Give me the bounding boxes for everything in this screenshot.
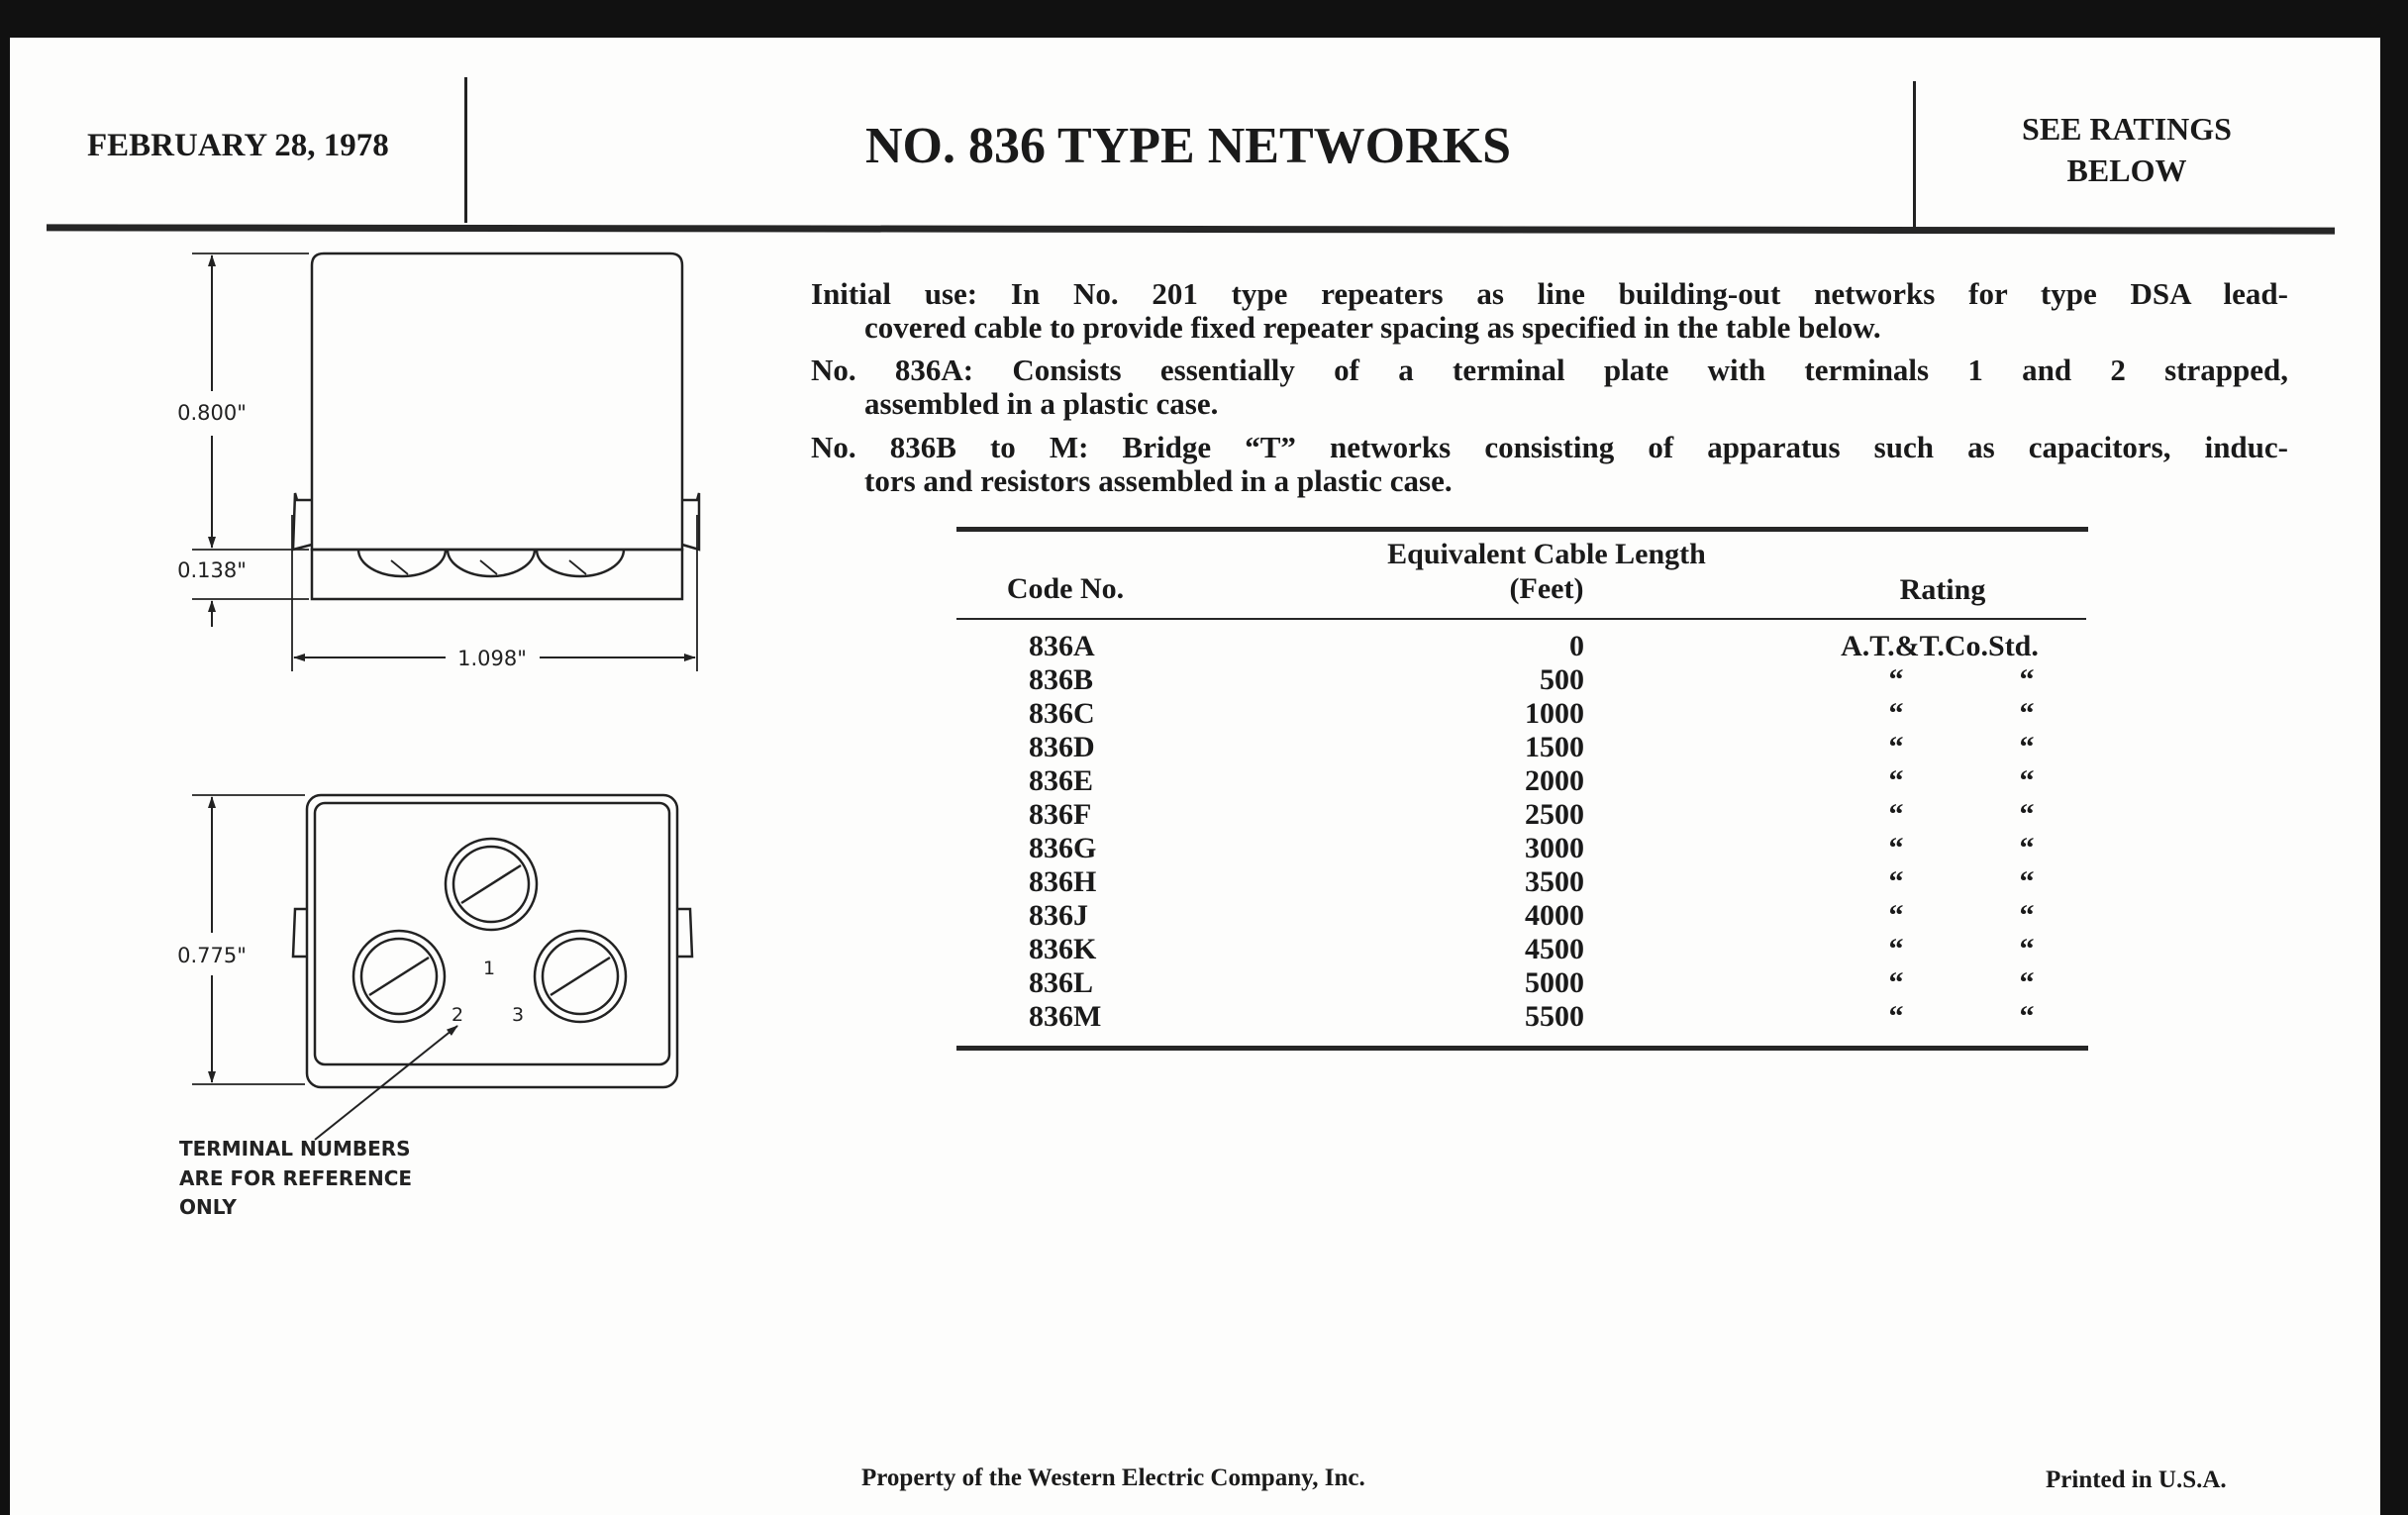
terminal-screw-2: [353, 931, 445, 1022]
table-bottom-rule: [956, 1046, 2088, 1051]
terminal-number-3: 3: [511, 1004, 525, 1026]
top-view: [192, 795, 692, 1140]
ratings-note-line1: SEE RATINGS: [2022, 111, 2232, 147]
paragraph-line: Initial use: In No. 201 type repeaters as line building-out networks for type DSA lead-: [811, 276, 2288, 311]
table-cell-ditto: “: [1888, 899, 1904, 932]
table-cell-feet: 3000: [1525, 832, 1584, 864]
terminal-number-1: 1: [482, 958, 496, 979]
height-dimension-label: 0.800": [177, 401, 247, 425]
table-cell-code: 836M: [1029, 1000, 1102, 1033]
column-header-length-line1: Equivalent Cable Length: [1387, 538, 1706, 570]
terminal-number-2: 2: [451, 1004, 464, 1026]
mounting-tab-left: [293, 909, 307, 957]
page-title: NO. 836 TYPE NETWORKS: [864, 118, 1512, 174]
table-cell-ditto: “: [2019, 663, 2035, 696]
table-cell-feet: 1000: [1525, 697, 1584, 730]
table-cell-code: 836B: [1029, 663, 1094, 696]
table-cell-feet: 500: [1540, 663, 1584, 696]
paragraph-line: No. 836B to M: Bridge “T” networks consisting of apparatus such as capacitors, induc-: [811, 430, 2288, 464]
table-cell-code: 836E: [1029, 764, 1094, 797]
table-cell-feet: 0: [1569, 630, 1584, 662]
terminal-bump-3: [537, 550, 624, 576]
table-cell-ditto: “: [2019, 764, 2035, 797]
reference-arrow: [315, 1026, 457, 1140]
table-cell-ditto: “: [1888, 663, 1904, 696]
table-cell-feet: 2500: [1525, 798, 1584, 831]
header-divider-right: [1913, 81, 1916, 228]
table-header-rule: [956, 618, 2086, 620]
table-cell-feet: 4500: [1525, 933, 1584, 965]
paragraph-line: tors and resistors assembled in a plastic case.: [864, 463, 1453, 498]
depth-dimension-label: 0.775": [177, 944, 247, 967]
terminal-screw-3: [535, 931, 626, 1022]
terminal-bump-1: [358, 550, 446, 576]
footer-printed: Printed in U.S.A.: [2046, 1466, 2227, 1493]
table-cell-feet: 5000: [1525, 966, 1584, 999]
mounting-tab-left: [293, 493, 312, 550]
network-case-drawing: [0, 0, 792, 1287]
column-header-code: Code No.: [1006, 572, 1125, 605]
table-top-rule: [956, 527, 2088, 532]
terminal-note-line3: ONLY: [179, 1195, 237, 1219]
table-cell-code: 836K: [1029, 933, 1097, 965]
table-cell-rating: A.T.&T.Co.Std.: [1841, 630, 2039, 662]
table-cell-ditto: “: [1888, 798, 1904, 831]
table-cell-feet: 4000: [1525, 899, 1584, 932]
836b-to-m-paragraph: [811, 431, 2288, 498]
date-label: FEBRUARY 28, 1978: [87, 128, 389, 163]
terminal-screw-1: [446, 839, 537, 930]
table-cell-feet: 2000: [1525, 764, 1584, 797]
footer-property: Property of the Western Electric Company, Inc.: [861, 1464, 1365, 1491]
table-cell-ditto: “: [1888, 697, 1904, 730]
side-view: [192, 253, 699, 671]
table-cell-feet: 1500: [1525, 731, 1584, 763]
table-cell-feet: 3500: [1525, 865, 1584, 898]
table-cell-ditto: “: [2019, 899, 2035, 932]
table-cell-ditto: “: [1888, 865, 1904, 898]
table-cell-code: 836D: [1029, 731, 1095, 763]
table-cell-code: 836J: [1029, 899, 1088, 932]
table-cell-code: 836L: [1029, 966, 1094, 999]
base-dimension-label: 0.138": [177, 558, 247, 582]
table-cell-ditto: “: [2019, 697, 2035, 730]
table-cell-code: 836F: [1029, 798, 1092, 831]
paragraph-line: covered cable to provide fixed repeater spacing as specified in the table below.: [864, 310, 1881, 345]
table-cell-code: 836G: [1029, 832, 1097, 864]
case-body: [312, 253, 682, 550]
terminal-note-line1: TERMINAL NUMBERS: [179, 1137, 411, 1161]
paragraph-line: No. 836A: Consists essentially of a terminal plate with terminals 1 and 2 strapped,: [811, 353, 2288, 387]
table-cell-code: 836H: [1029, 865, 1097, 898]
table-cell-ditto: “: [2019, 933, 2035, 965]
column-header-rating: Rating: [1899, 573, 1986, 606]
ratings-note-line2: BELOW: [2066, 152, 2187, 188]
mounting-tab-right: [677, 909, 692, 957]
table-cell-ditto: “: [2019, 966, 2035, 999]
table-cell-ditto: “: [2019, 731, 2035, 763]
table-cell-code: 836C: [1029, 697, 1095, 730]
table-cell-ditto: “: [1888, 933, 1904, 965]
column-header-length-line2: (Feet): [1509, 572, 1584, 605]
table-cell-ditto: “: [1888, 731, 1904, 763]
table-cell-ditto: “: [1888, 966, 1904, 999]
table-cell-ditto: “: [2019, 1000, 2035, 1033]
terminal-bump-2: [448, 550, 535, 576]
table-cell-ditto: “: [1888, 832, 1904, 864]
table-cell-ditto: “: [1888, 764, 1904, 797]
836a-paragraph: [811, 354, 2288, 421]
table-cell-feet: 5500: [1525, 1000, 1584, 1033]
table-cell-ditto: “: [2019, 865, 2035, 898]
table-cell-ditto: “: [2019, 798, 2035, 831]
initial-use-paragraph: [811, 277, 2288, 345]
width-dimension-label: 1.098": [457, 647, 527, 670]
table-cell-code: 836A: [1029, 630, 1095, 662]
terminal-note-line2: ARE FOR REFERENCE: [179, 1166, 413, 1190]
paragraph-line: assembled in a plastic case.: [864, 386, 1219, 421]
table-cell-ditto: “: [2019, 832, 2035, 864]
table-cell-ditto: “: [1888, 1000, 1904, 1033]
